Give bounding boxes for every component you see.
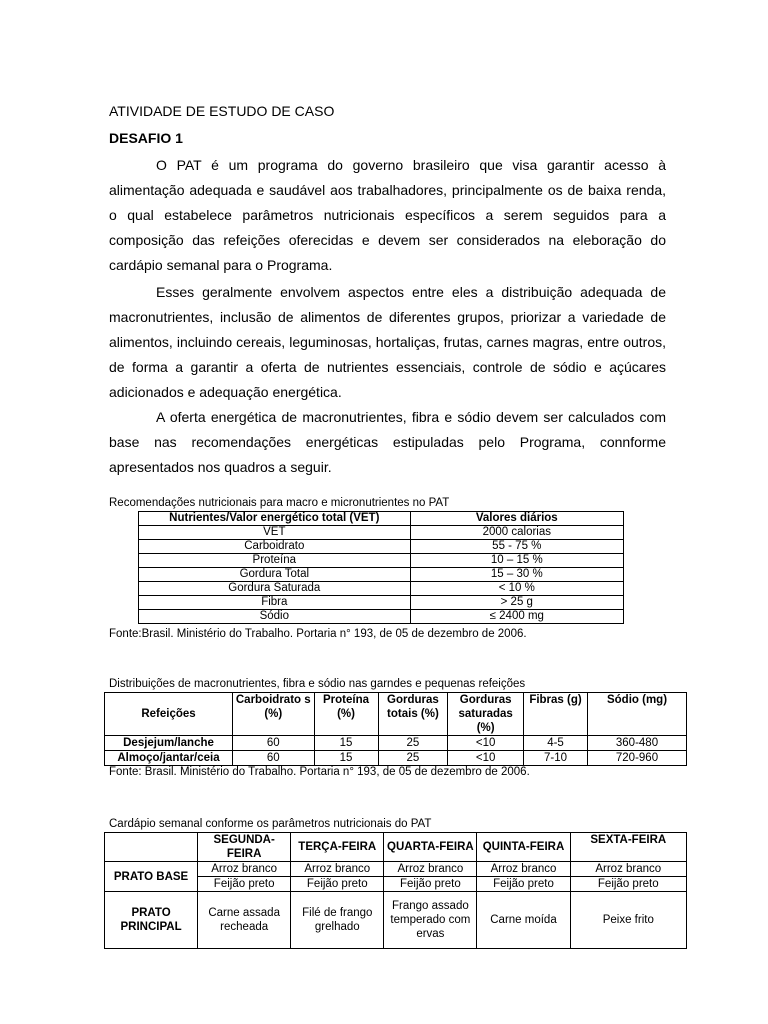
table-header: QUINTA-FEIRA	[477, 833, 570, 862]
table-row	[139, 526, 624, 540]
table-cell: <10	[448, 736, 524, 751]
table-cell: Carboidrato	[139, 540, 411, 554]
table-row	[105, 892, 687, 949]
table-cell: Arroz branco	[570, 862, 686, 877]
table-row	[139, 540, 624, 554]
table-header	[105, 833, 198, 862]
table-cell: Feijão preto	[477, 877, 570, 892]
table-cell: Desjejum/lanche	[105, 736, 233, 751]
table-cell: Filé de frango grelhado	[291, 892, 384, 949]
table-cell: 25	[378, 751, 448, 766]
table-header: Proteína (%)	[314, 693, 378, 736]
table-cell: Carne assada recheada	[198, 892, 291, 949]
table1-caption: Recomendações nutricionais para macro e micronutrientes no PAT	[109, 497, 450, 509]
table-cell: Sódio	[139, 610, 411, 624]
table-cell: 60	[233, 751, 314, 766]
table-cell: Arroz branco	[477, 862, 570, 877]
table-row	[139, 610, 624, 624]
table-cell: Feijão preto	[384, 877, 477, 892]
table3-caption: Cardápio semanal conforme os parâmetros nutricionais do PAT	[109, 818, 432, 830]
row-label: PRATO PRINCIPAL	[105, 892, 198, 949]
table-header-row	[105, 833, 687, 862]
table-cell: ≤ 2400 mg	[410, 610, 623, 624]
table2-source: Fonte: Brasil. Ministério do Trabalho. Portaria n° 193, de 05 de dezembro de 2006.	[109, 766, 530, 778]
row-label: PRATO BASE	[105, 862, 198, 892]
table-cell: 15	[314, 751, 378, 766]
table-cell: 25	[378, 736, 448, 751]
paragraph-1: O PAT é um programa do governo brasileiro que visa garantir acesso à alimentação adequada e saudável aos trabalhadores, principalmente os de baixa renda, o qual estabelece parâmetros nutricionais específicos a serem seguidos para a composição das refeições oferecidas e devem ser considerados na eleboração do cardápio semanal para o Programa.	[109, 157, 666, 273]
macronutrient-distribution-table	[104, 692, 687, 766]
table-row	[105, 862, 687, 877]
table-cell: Feijão preto	[198, 877, 291, 892]
table-header: Refeições	[105, 693, 233, 736]
table-row	[139, 582, 624, 596]
table-cell: 360-480	[588, 736, 687, 751]
table-cell: 10 – 15 %	[410, 554, 623, 568]
table-header: Gorduras totais (%)	[378, 693, 448, 736]
table-header: Valores diários	[410, 512, 623, 526]
table-cell: Proteína	[139, 554, 411, 568]
table-row	[105, 736, 687, 751]
table-header-row	[139, 512, 624, 526]
table-cell: 720-960	[588, 751, 687, 766]
table-cell: Arroz branco	[384, 862, 477, 877]
nutrition-recommendations-table	[138, 511, 624, 624]
table-cell: Arroz branco	[198, 862, 291, 877]
table2-caption: Distribuições de macronutrientes, fibra e sódio nas garndes e pequenas refeições	[109, 678, 526, 690]
table-header: Fibras (g)	[524, 693, 588, 736]
table-header: SEXTA-FEIRA	[570, 833, 686, 862]
table-header: TERÇA-FEIRA	[291, 833, 384, 862]
weekly-menu-table	[104, 832, 687, 949]
table-header-row	[105, 693, 687, 736]
table-cell: 60	[233, 736, 314, 751]
table-header: Sódio (mg)	[588, 693, 687, 736]
table-cell: Arroz branco	[291, 862, 384, 877]
paragraph-3: A oferta energética de macronutrientes, fibra e sódio devem ser calculados com base nas recomendações energéticas estipuladas pelo Programa, connforme apresentados nos quadros a seguir.	[109, 409, 666, 475]
table-cell: VET	[139, 526, 411, 540]
table-cell: > 25 g	[410, 596, 623, 610]
table-cell: 55 - 75 %	[410, 540, 623, 554]
table-cell: 4-5	[524, 736, 588, 751]
table-cell: Frango assado temperado com ervas	[384, 892, 477, 949]
document-heading: ATIVIDADE DE ESTUDO DE CASO	[109, 103, 335, 119]
table-cell: Peixe frito	[570, 892, 686, 949]
table-cell: Feijão preto	[291, 877, 384, 892]
table-cell: Almoço/jantar/ceia	[105, 751, 233, 766]
table-header: Gorduras saturadas (%)	[448, 693, 524, 736]
table-cell: Gordura Total	[139, 568, 411, 582]
table-header: SEGUNDA-FEIRA	[198, 833, 291, 862]
table-cell: 2000 calorias	[410, 526, 623, 540]
table1-source: Fonte:Brasil. Ministério do Trabalho. Portaria n° 193, de 05 de dezembro de 2006.	[109, 628, 527, 640]
table-cell: <10	[448, 751, 524, 766]
table-header: Carboidrato s (%)	[233, 693, 314, 736]
table-row	[139, 596, 624, 610]
table-cell: 7-10	[524, 751, 588, 766]
table-header: QUARTA-FEIRA	[384, 833, 477, 862]
paragraph-2: Esses geralmente envolvem aspectos entre eles a distribuição adequada de macronutrientes, inclusão de alimentos de diferentes grupos, priorizar a variedade de alimentos, incluindo cereais, leguminosas, hortaliças, frutas, carnes magras, entre outros, de forma a garantir a oferta de nutrientes essenciais, controle de sódio e açúcares adicionados e adequação energética.	[109, 284, 666, 400]
table-cell: Feijão preto	[570, 877, 686, 892]
table-row	[105, 751, 687, 766]
table-cell: Carne moída	[477, 892, 570, 949]
table-cell: 15 – 30 %	[410, 568, 623, 582]
table-cell: 15	[314, 736, 378, 751]
table-row	[139, 554, 624, 568]
document-subheading: DESAFIO 1	[109, 130, 183, 146]
table-cell: Gordura Saturada	[139, 582, 411, 596]
table-cell: Fibra	[139, 596, 411, 610]
table-row	[139, 568, 624, 582]
table-cell: < 10 %	[410, 582, 623, 596]
table-header: Nutrientes/Valor energético total (VET)	[139, 512, 411, 526]
